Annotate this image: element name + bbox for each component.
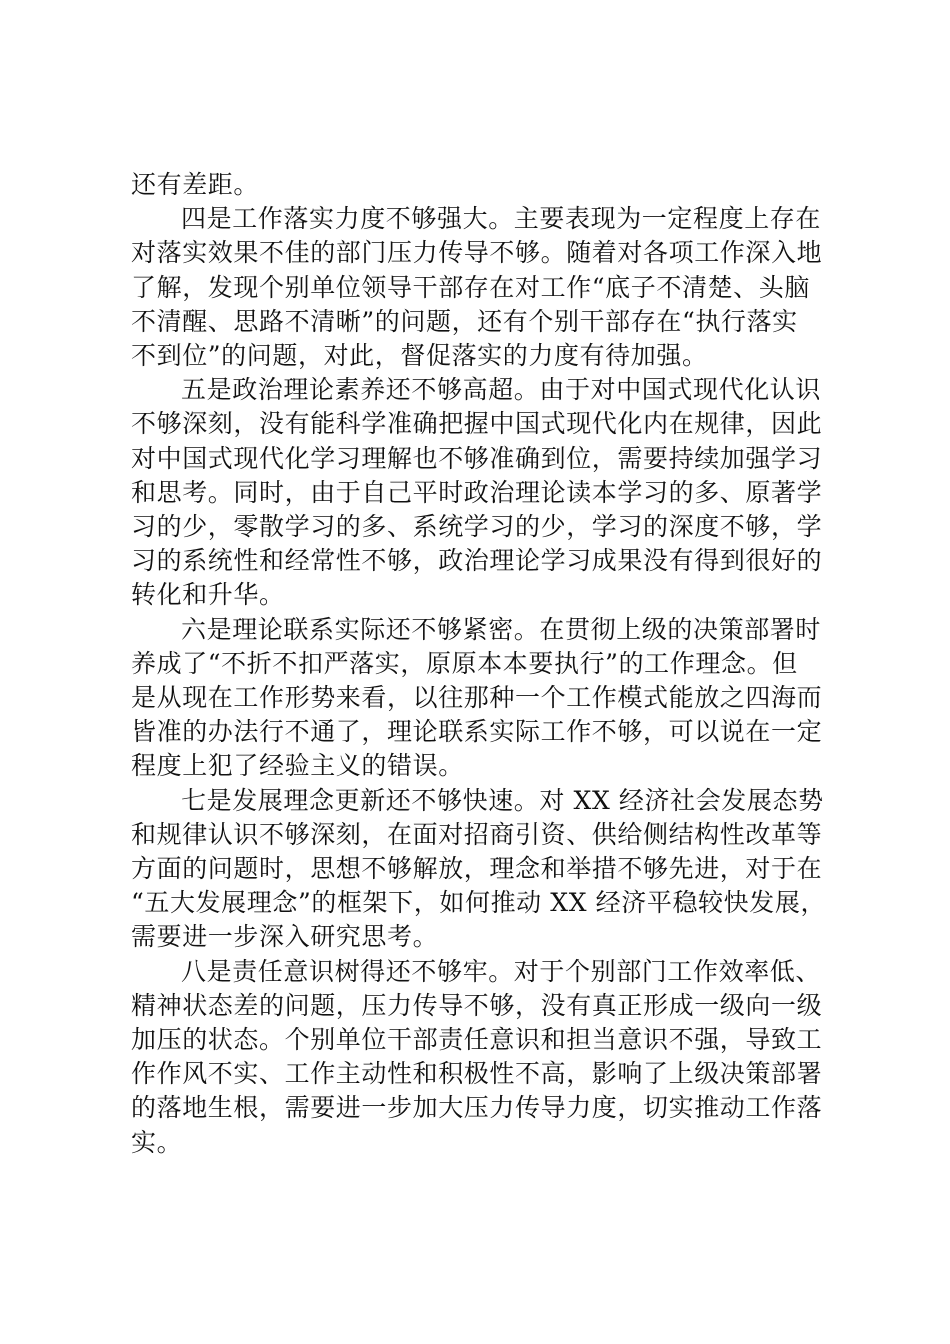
paragraph-continuation: 还有差距。 xyxy=(131,170,260,199)
paragraph-point-five: 五是政治理论素养还不够高超。由于对中国式现代化认识 不够深刻，没有能科学准确把握中国式现代化内在规律，因此 对中国式现代化学习理解也不够准确到位，需要持续加强学习 和思考。同时，由于自己平时政治理论读本学习的多、原著学 习的少，零散学习的多、系统学习的少，学习的深度不够，学 习的系统性和经常性不够，政治理论学习成果没有得到很好的 转化和升华。 xyxy=(131,375,823,610)
paragraph-point-seven: 七是发展理念更新还不够快速。对 XX 经济社会发展态势 和规律认识不够深刻，在面对招商引资、供给侧结构性改革等 方面的问题时，思想不够解放，理念和举措不够先进，对于在 “五大发展理念”的框架下，如何推动 XX 经济平稳较快发展， 需要进一步深入研究思考。 xyxy=(131,785,827,952)
paragraph-point-four: 四是工作落实力度不够强大。主要表现为一定程度上存在 对落实效果不佳的部门压力传导不够。随着对各项工作深入地 了解，发现个别单位领导干部存在对工作“底子不清楚、头脑 不清醒、思路不清晰”的问题，还有个别干部存在“执行落实 不到位”的问题，对此，督促落实的力度有待加强。 xyxy=(131,204,823,371)
document-body xyxy=(131,168,831,1160)
paragraph-point-six: 六是理论联系实际还不够紧密。在贯彻上级的决策部署时 养成了“不折不扣严落实，原原本本要执行”的工作理念。但 是从现在工作形势来看，以往那种一个工作模式能放之四海而 皆准的办法行不通了，理论联系实际工作不够，可以说在一定 程度上犯了经验主义的错误。 xyxy=(131,614,823,781)
paragraph-point-eight: 八是责任意识树得还不够牢。对于个别部门工作效率低、 精神状态差的问题，压力传导不够，没有真正形成一级向一级 加压的状态。个别单位干部责任意识和担当意识不强，导致工 作作风不实、工作主动性和积极性不高，影响了上级决策部署 的落地生根，需要进一步加大压力传导力度，切实推动工作落 实。 xyxy=(131,956,823,1157)
